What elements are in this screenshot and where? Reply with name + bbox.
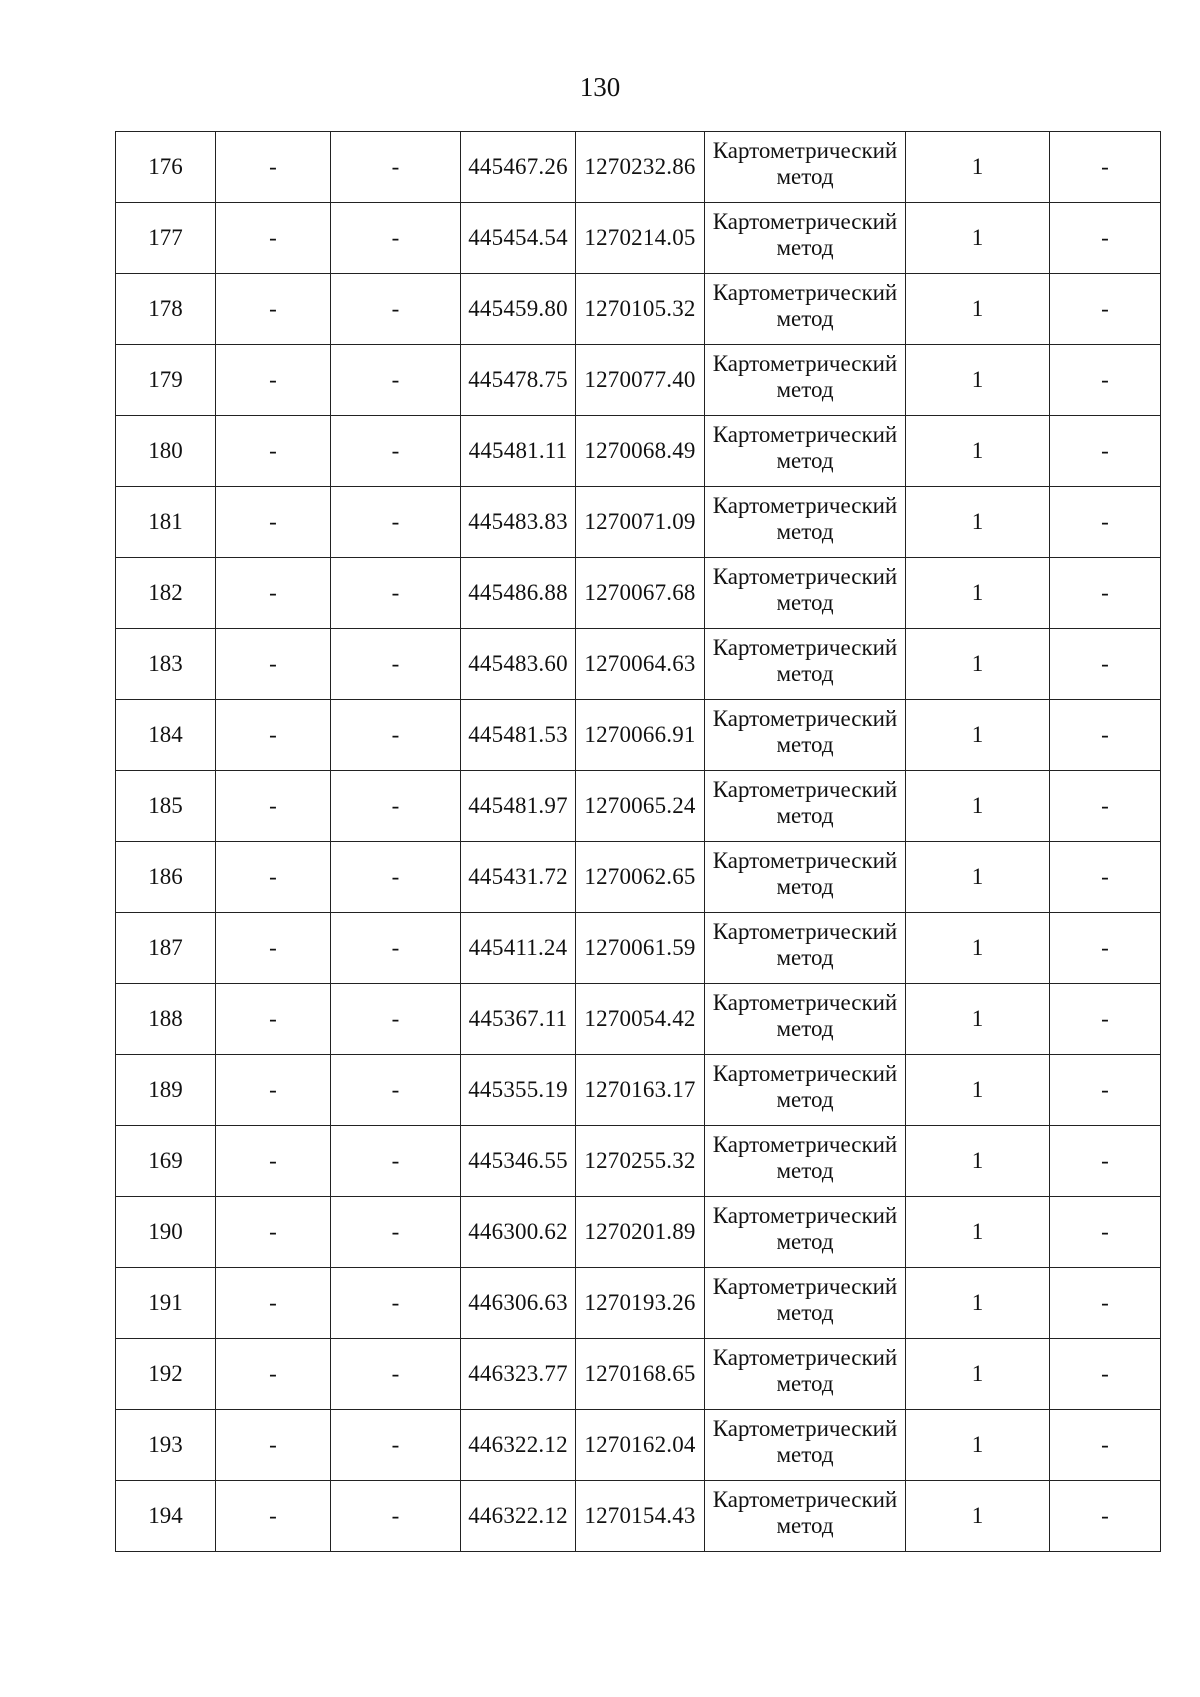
- table-row: [116, 1339, 1161, 1410]
- y-coordinate-cell: 1270067.68: [576, 558, 705, 629]
- point-number-cell: 186: [116, 842, 216, 913]
- method-label-line2: метод: [776, 1087, 834, 1112]
- empty-value-cell: -: [331, 913, 461, 984]
- method-label-line1: Картометрический: [712, 422, 898, 447]
- empty-value-cell: -: [1050, 487, 1161, 558]
- point-number-cell: 178: [116, 274, 216, 345]
- accuracy-cell: 1: [906, 203, 1050, 274]
- empty-value-cell: -: [331, 558, 461, 629]
- table-row: [116, 771, 1161, 842]
- point-number-cell: 191: [116, 1268, 216, 1339]
- y-coordinate-cell: 1270061.59: [576, 913, 705, 984]
- method-label-line2: метод: [776, 519, 834, 544]
- method-label-line2: метод: [776, 590, 834, 615]
- method-label-line1: Картометрический: [712, 1487, 898, 1512]
- empty-value-cell: -: [1050, 1410, 1161, 1481]
- empty-value-cell: -: [216, 132, 331, 203]
- accuracy-cell: 1: [906, 771, 1050, 842]
- method-cell: [705, 274, 906, 345]
- accuracy-cell: 1: [906, 1126, 1050, 1197]
- table-row: [116, 274, 1161, 345]
- x-coordinate-cell: 445481.11: [461, 416, 576, 487]
- method-label-line1: Картометрический: [712, 1203, 898, 1228]
- method-label-line2: метод: [776, 306, 834, 331]
- empty-value-cell: -: [216, 629, 331, 700]
- x-coordinate-cell: 445467.26: [461, 132, 576, 203]
- accuracy-cell: 1: [906, 1055, 1050, 1126]
- accuracy-cell: 1: [906, 558, 1050, 629]
- empty-value-cell: -: [331, 1339, 461, 1410]
- method-label-line2: метод: [776, 874, 834, 899]
- empty-value-cell: -: [1050, 416, 1161, 487]
- coordinates-table: [115, 131, 1161, 1552]
- accuracy-cell: 1: [906, 132, 1050, 203]
- accuracy-cell: 1: [906, 1339, 1050, 1410]
- y-coordinate-cell: 1270062.65: [576, 842, 705, 913]
- y-coordinate-cell: 1270065.24: [576, 771, 705, 842]
- method-label-line2: метод: [776, 1016, 834, 1041]
- empty-value-cell: -: [1050, 984, 1161, 1055]
- table-row: [116, 132, 1161, 203]
- empty-value-cell: -: [216, 1410, 331, 1481]
- y-coordinate-cell: 1270168.65: [576, 1339, 705, 1410]
- empty-value-cell: -: [331, 1126, 461, 1197]
- empty-value-cell: -: [216, 1197, 331, 1268]
- y-coordinate-cell: 1270154.43: [576, 1481, 705, 1552]
- empty-value-cell: -: [216, 1268, 331, 1339]
- table-row: [116, 203, 1161, 274]
- method-cell: [705, 771, 906, 842]
- method-cell: [705, 487, 906, 558]
- method-label-line1: Картометрический: [712, 1416, 898, 1441]
- table-row: [116, 1481, 1161, 1552]
- method-label-line1: Картометрический: [712, 280, 898, 305]
- y-coordinate-cell: 1270105.32: [576, 274, 705, 345]
- point-number-cell: 180: [116, 416, 216, 487]
- table-row: [116, 842, 1161, 913]
- method-label-line1: Картометрический: [712, 635, 898, 660]
- method-cell: [705, 132, 906, 203]
- x-coordinate-cell: 445411.24: [461, 913, 576, 984]
- empty-value-cell: -: [1050, 771, 1161, 842]
- empty-value-cell: -: [216, 842, 331, 913]
- method-label-line2: метод: [776, 448, 834, 473]
- empty-value-cell: -: [1050, 700, 1161, 771]
- x-coordinate-cell: 445478.75: [461, 345, 576, 416]
- accuracy-cell: 1: [906, 1268, 1050, 1339]
- y-coordinate-cell: 1270077.40: [576, 345, 705, 416]
- point-number-cell: 184: [116, 700, 216, 771]
- accuracy-cell: 1: [906, 842, 1050, 913]
- table-row: [116, 1268, 1161, 1339]
- empty-value-cell: -: [216, 203, 331, 274]
- method-label-line1: Картометрический: [712, 1345, 898, 1370]
- method-label-line1: Картометрический: [712, 1132, 898, 1157]
- table-row: [116, 1197, 1161, 1268]
- y-coordinate-cell: 1270232.86: [576, 132, 705, 203]
- method-cell: [705, 1126, 906, 1197]
- method-label-line2: метод: [776, 1158, 834, 1183]
- y-coordinate-cell: 1270163.17: [576, 1055, 705, 1126]
- empty-value-cell: -: [216, 558, 331, 629]
- accuracy-cell: 1: [906, 416, 1050, 487]
- point-number-cell: 187: [116, 913, 216, 984]
- empty-value-cell: -: [216, 913, 331, 984]
- empty-value-cell: -: [216, 700, 331, 771]
- empty-value-cell: -: [1050, 842, 1161, 913]
- table-row: [116, 1410, 1161, 1481]
- empty-value-cell: -: [331, 487, 461, 558]
- table-row: [116, 984, 1161, 1055]
- method-label-line2: метод: [776, 377, 834, 402]
- method-cell: [705, 700, 906, 771]
- empty-value-cell: -: [1050, 132, 1161, 203]
- point-number-cell: 177: [116, 203, 216, 274]
- empty-value-cell: -: [331, 274, 461, 345]
- accuracy-cell: 1: [906, 984, 1050, 1055]
- point-number-cell: 193: [116, 1410, 216, 1481]
- empty-value-cell: -: [331, 1481, 461, 1552]
- x-coordinate-cell: 445459.80: [461, 274, 576, 345]
- method-label-line1: Картометрический: [712, 1061, 898, 1086]
- method-label-line1: Картометрический: [712, 706, 898, 731]
- method-label-line1: Картометрический: [712, 493, 898, 518]
- table-row: [116, 416, 1161, 487]
- empty-value-cell: -: [331, 416, 461, 487]
- method-cell: [705, 416, 906, 487]
- accuracy-cell: 1: [906, 274, 1050, 345]
- point-number-cell: 181: [116, 487, 216, 558]
- point-number-cell: 190: [116, 1197, 216, 1268]
- method-cell: [705, 1197, 906, 1268]
- page-number: 130: [579, 72, 621, 102]
- point-number-cell: 179: [116, 345, 216, 416]
- table-row: [116, 913, 1161, 984]
- table-row: [116, 558, 1161, 629]
- empty-value-cell: -: [216, 345, 331, 416]
- empty-value-cell: -: [331, 1055, 461, 1126]
- empty-value-cell: -: [216, 1481, 331, 1552]
- empty-value-cell: -: [216, 416, 331, 487]
- empty-value-cell: -: [331, 842, 461, 913]
- empty-value-cell: -: [1050, 1268, 1161, 1339]
- table-row: [116, 700, 1161, 771]
- method-label-line1: Картометрический: [712, 138, 898, 163]
- x-coordinate-cell: 445346.55: [461, 1126, 576, 1197]
- y-coordinate-cell: 1270162.04: [576, 1410, 705, 1481]
- x-coordinate-cell: 445483.60: [461, 629, 576, 700]
- empty-value-cell: -: [331, 700, 461, 771]
- method-cell: [705, 1410, 906, 1481]
- table-body: [116, 132, 1161, 1552]
- method-label-line1: Картометрический: [712, 351, 898, 376]
- empty-value-cell: -: [1050, 1197, 1161, 1268]
- method-cell: [705, 913, 906, 984]
- point-number-cell: 183: [116, 629, 216, 700]
- table-row: [116, 487, 1161, 558]
- empty-value-cell: -: [331, 203, 461, 274]
- method-label-line2: метод: [776, 803, 834, 828]
- method-label-line2: метод: [776, 661, 834, 686]
- empty-value-cell: -: [216, 771, 331, 842]
- method-label-line1: Картометрический: [712, 209, 898, 234]
- empty-value-cell: -: [1050, 629, 1161, 700]
- accuracy-cell: 1: [906, 1481, 1050, 1552]
- empty-value-cell: -: [331, 345, 461, 416]
- method-label-line2: метод: [776, 945, 834, 970]
- empty-value-cell: -: [331, 132, 461, 203]
- empty-value-cell: -: [1050, 203, 1161, 274]
- y-coordinate-cell: 1270071.09: [576, 487, 705, 558]
- empty-value-cell: -: [331, 629, 461, 700]
- empty-value-cell: -: [216, 1339, 331, 1410]
- method-label-line2: метод: [776, 164, 834, 189]
- method-label-line2: метод: [776, 235, 834, 260]
- empty-value-cell: -: [1050, 1339, 1161, 1410]
- empty-value-cell: -: [216, 1126, 331, 1197]
- empty-value-cell: -: [216, 1055, 331, 1126]
- x-coordinate-cell: 445454.54: [461, 203, 576, 274]
- table-row: [116, 1055, 1161, 1126]
- y-coordinate-cell: 1270193.26: [576, 1268, 705, 1339]
- x-coordinate-cell: 445481.97: [461, 771, 576, 842]
- empty-value-cell: -: [216, 274, 331, 345]
- x-coordinate-cell: 446300.62: [461, 1197, 576, 1268]
- y-coordinate-cell: 1270066.91: [576, 700, 705, 771]
- method-cell: [705, 842, 906, 913]
- empty-value-cell: -: [331, 1268, 461, 1339]
- method-label-line1: Картометрический: [712, 919, 898, 944]
- method-cell: [705, 345, 906, 416]
- method-label-line2: метод: [776, 1513, 834, 1538]
- empty-value-cell: -: [1050, 1126, 1161, 1197]
- y-coordinate-cell: 1270201.89: [576, 1197, 705, 1268]
- accuracy-cell: 1: [906, 629, 1050, 700]
- empty-value-cell: -: [331, 1410, 461, 1481]
- x-coordinate-cell: 446323.77: [461, 1339, 576, 1410]
- empty-value-cell: -: [1050, 274, 1161, 345]
- table-row: [116, 345, 1161, 416]
- y-coordinate-cell: 1270064.63: [576, 629, 705, 700]
- empty-value-cell: -: [1050, 1481, 1161, 1552]
- method-label-line2: метод: [776, 1371, 834, 1396]
- point-number-cell: 192: [116, 1339, 216, 1410]
- x-coordinate-cell: 445481.53: [461, 700, 576, 771]
- method-cell: [705, 203, 906, 274]
- accuracy-cell: 1: [906, 1197, 1050, 1268]
- point-number-cell: 194: [116, 1481, 216, 1552]
- method-label-line2: метод: [776, 1300, 834, 1325]
- empty-value-cell: -: [1050, 1055, 1161, 1126]
- x-coordinate-cell: 445367.11: [461, 984, 576, 1055]
- point-number-cell: 169: [116, 1126, 216, 1197]
- method-cell: [705, 629, 906, 700]
- method-cell: [705, 1481, 906, 1552]
- accuracy-cell: 1: [906, 345, 1050, 416]
- empty-value-cell: -: [1050, 558, 1161, 629]
- y-coordinate-cell: 1270068.49: [576, 416, 705, 487]
- x-coordinate-cell: 446322.12: [461, 1410, 576, 1481]
- method-label-line2: метод: [776, 732, 834, 757]
- method-label-line2: метод: [776, 1229, 834, 1254]
- empty-value-cell: -: [331, 1197, 461, 1268]
- empty-value-cell: -: [1050, 913, 1161, 984]
- method-label-line1: Картометрический: [712, 990, 898, 1015]
- method-cell: [705, 1339, 906, 1410]
- empty-value-cell: -: [331, 771, 461, 842]
- point-number-cell: 189: [116, 1055, 216, 1126]
- accuracy-cell: 1: [906, 487, 1050, 558]
- accuracy-cell: 1: [906, 1410, 1050, 1481]
- method-cell: [705, 1268, 906, 1339]
- table-row: [116, 629, 1161, 700]
- method-label-line1: Картометрический: [712, 777, 898, 802]
- x-coordinate-cell: 446322.12: [461, 1481, 576, 1552]
- method-cell: [705, 984, 906, 1055]
- method-cell: [705, 1055, 906, 1126]
- accuracy-cell: 1: [906, 913, 1050, 984]
- x-coordinate-cell: 445431.72: [461, 842, 576, 913]
- accuracy-cell: 1: [906, 700, 1050, 771]
- x-coordinate-cell: 445486.88: [461, 558, 576, 629]
- y-coordinate-cell: 1270054.42: [576, 984, 705, 1055]
- x-coordinate-cell: 445483.83: [461, 487, 576, 558]
- method-label-line2: метод: [776, 1442, 834, 1467]
- y-coordinate-cell: 1270214.05: [576, 203, 705, 274]
- table-row: [116, 1126, 1161, 1197]
- point-number-cell: 185: [116, 771, 216, 842]
- method-cell: [705, 558, 906, 629]
- x-coordinate-cell: 445355.19: [461, 1055, 576, 1126]
- empty-value-cell: -: [216, 487, 331, 558]
- empty-value-cell: -: [216, 984, 331, 1055]
- point-number-cell: 188: [116, 984, 216, 1055]
- method-label-line1: Картометрический: [712, 564, 898, 589]
- y-coordinate-cell: 1270255.32: [576, 1126, 705, 1197]
- empty-value-cell: -: [331, 984, 461, 1055]
- method-label-line1: Картометрический: [712, 848, 898, 873]
- empty-value-cell: -: [1050, 345, 1161, 416]
- x-coordinate-cell: 446306.63: [461, 1268, 576, 1339]
- point-number-cell: 182: [116, 558, 216, 629]
- point-number-cell: 176: [116, 132, 216, 203]
- method-label-line1: Картометрический: [712, 1274, 898, 1299]
